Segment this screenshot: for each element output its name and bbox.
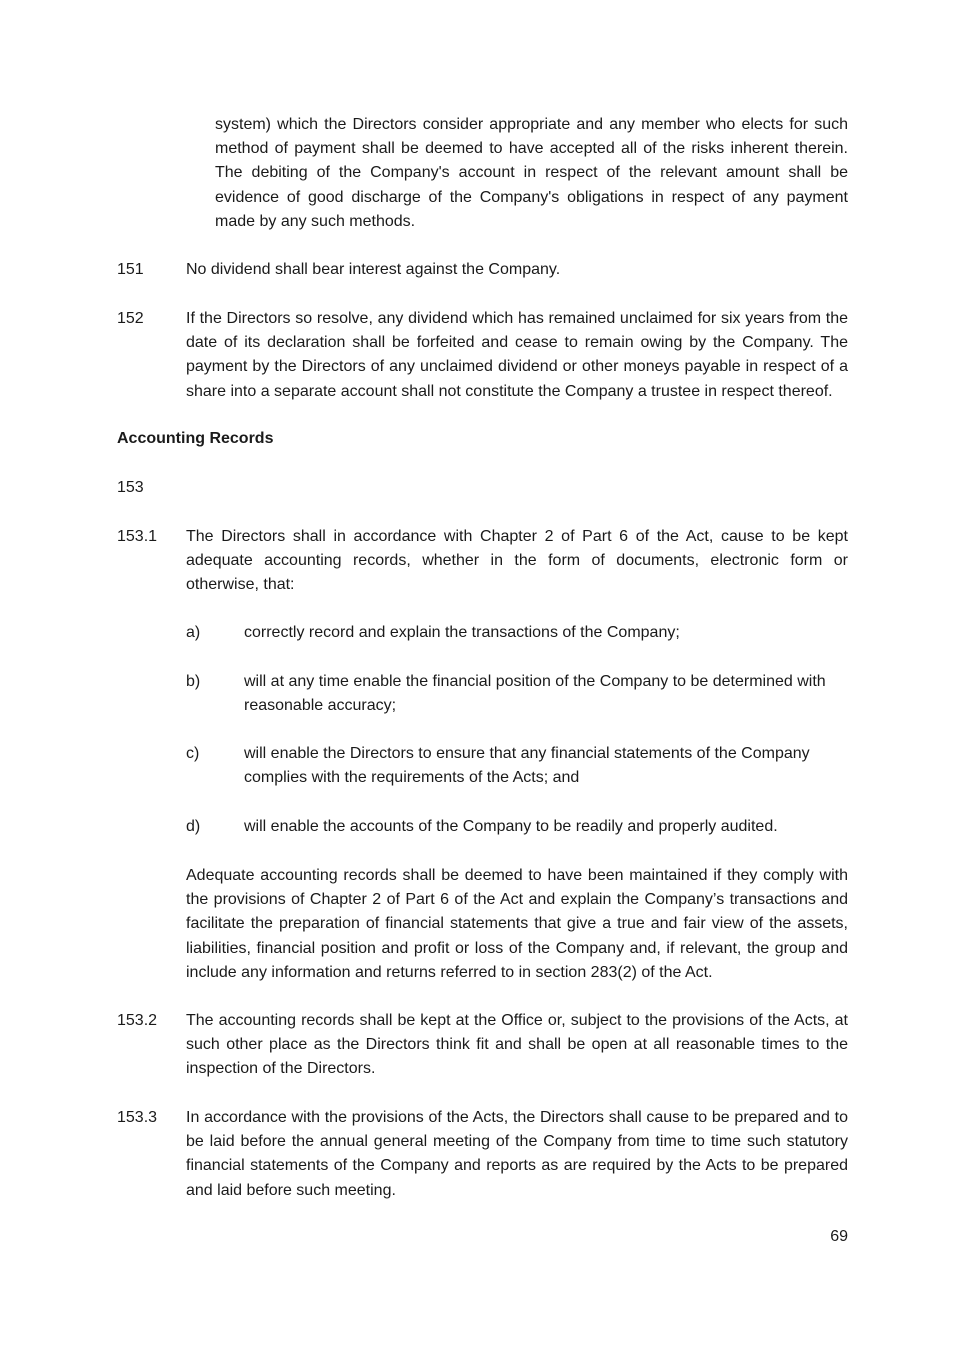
- list-item-text: will enable the Directors to ensure that any financial statements of the Company complies with the requirements of the Acts; and: [244, 745, 810, 787]
- clause-152-text: If the Directors so resolve, any dividend which has remained unclaimed for six years from the date of its declaration shall be forfeited and cease to remain owing by the Company. The payment by the Directors of any unclaimed dividend or other moneys payable in respect of a share into a separate account shall not constitute the Company a trustee in respect thereof.: [186, 310, 848, 400]
- list-item-label: d): [186, 818, 201, 835]
- list-item-text: correctly record and explain the transactions of the Company;: [244, 624, 680, 641]
- clause-153-1-number: 153.1: [117, 528, 158, 545]
- clause-153-1-closing: Adequate accounting records shall be deemed to have been maintained if they comply with the provisions of Chapter 2 of Part 6 of the Act and explain the Company’s transactions and facilitate the preparation of financial statements that give a true and fair view of the assets, liabilities, financial position and profit or loss of the Company and, if relevant, the group and include any information and returns referred to in section 283(2) of the Act.: [186, 867, 848, 981]
- list-item-label: c): [186, 745, 200, 762]
- clause-153-3-number: 153.3: [117, 1109, 158, 1126]
- list-item-text: will enable the accounts of the Company to be readily and properly audited.: [244, 818, 778, 835]
- page-number: 69: [830, 1228, 848, 1245]
- list-item-text: will at any time enable the financial position of the Company to be determined with reasonable accuracy;: [244, 673, 826, 715]
- clause-153-number: 153: [117, 479, 144, 496]
- continuation-paragraph: system) which the Directors consider appropriate and any member who elects for such method of payment shall be deemed to have accepted all of the risks inherent therein. The debiting of the Company's account in respect of the relevant amount shall be evidence of good discharge of the Company's obligations in respect of any payment made by any such methods.: [215, 116, 848, 230]
- list-item-label: b): [186, 673, 201, 690]
- section-heading: Accounting Records: [117, 430, 274, 447]
- clause-152-number: 152: [117, 310, 144, 327]
- clause-153-1-text: The Directors shall in accordance with Chapter 2 of Part 6 of the Act, cause to be kept adequate accounting records, whether in the form of documents, electronic form or otherwise, that:: [186, 528, 848, 594]
- clause-151-text: No dividend shall bear interest against the Company.: [186, 261, 561, 278]
- clause-151-number: 151: [117, 261, 144, 278]
- clause-153-2-number: 153.2: [117, 1012, 158, 1029]
- list-item-label: a): [186, 624, 201, 641]
- clause-153-2-text: The accounting records shall be kept at the Office or, subject to the provisions of the Acts, at such other place as the Directors think fit and shall be open at all reasonable times to the inspection of the Directors.: [186, 1012, 848, 1078]
- clause-153-3-text: In accordance with the provisions of the Acts, the Directors shall cause to be prepared and to be laid before the annual general meeting of the Company from time to time such statutory financial statements of the Company and reports as are required by the Acts to be prepared and laid before such meeting.: [186, 1109, 848, 1199]
